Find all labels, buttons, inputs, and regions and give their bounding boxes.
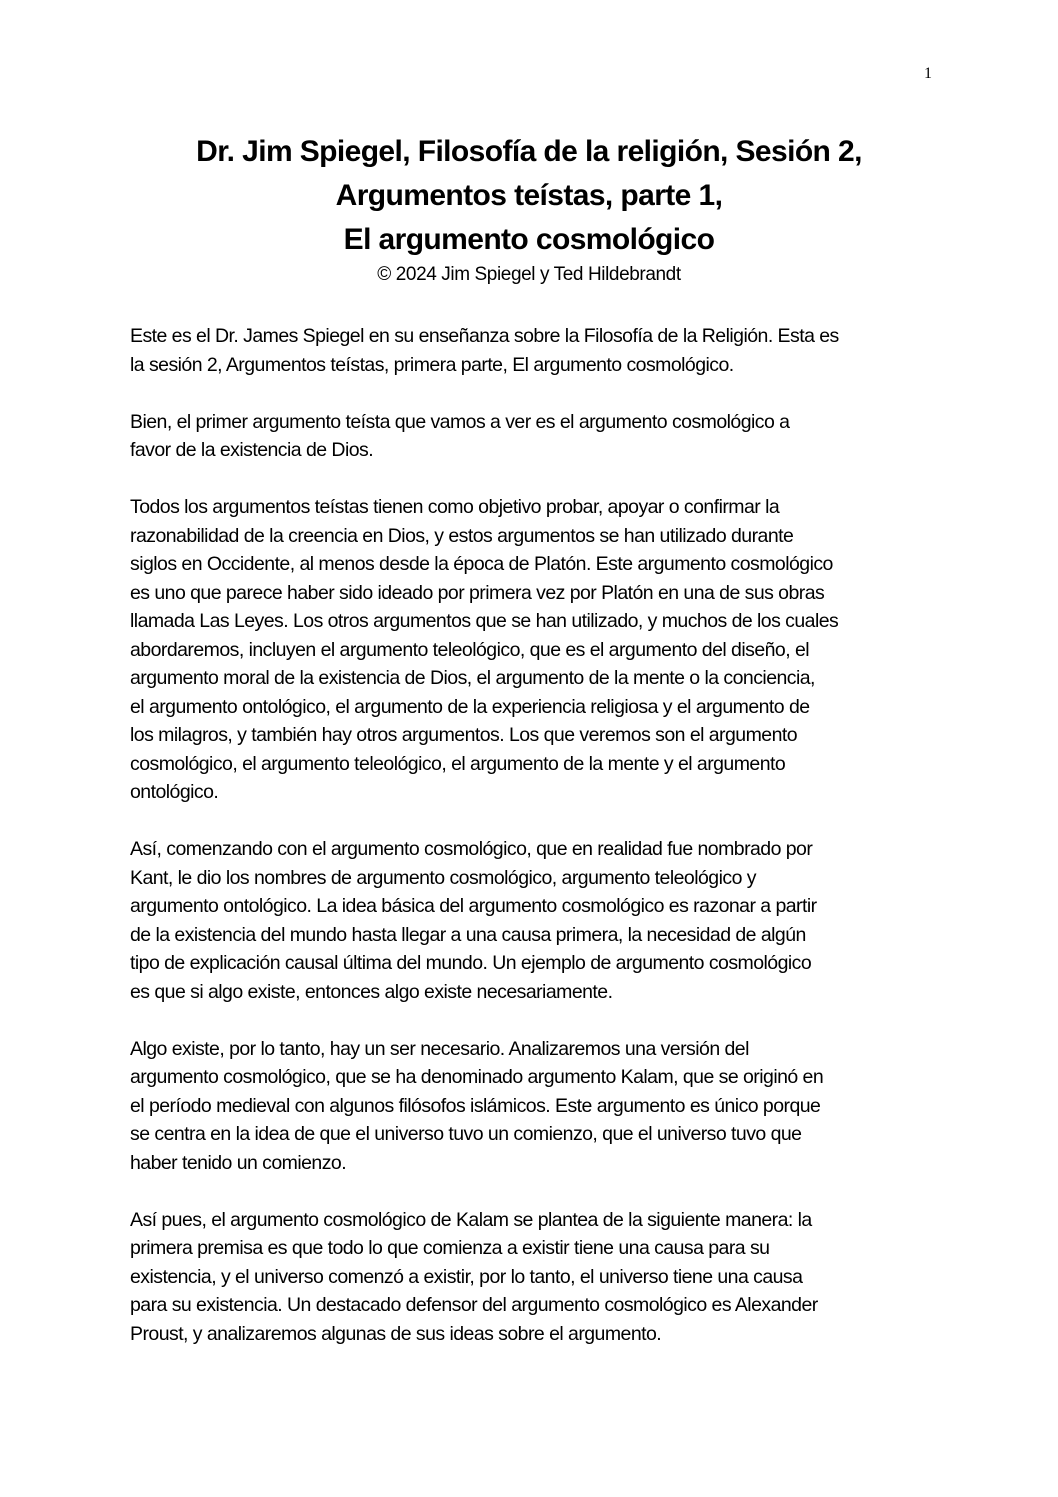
paragraph-line: Este es el Dr. James Spiegel en su enseñanza sobre la Filosofía de la Religión. Esta es: [130, 325, 839, 347]
paragraph-line: el período medieval con algunos filósofos islámicos. Este argumento es único porque: [130, 1094, 821, 1117]
paragraph-line: Así pues, el argumento cosmológico de Kalam se plantea de la siguiente manera: la: [130, 1208, 812, 1231]
paragraph-line: Bien, el primer argumento teísta que vamos a ver es el argumento cosmológico a: [130, 410, 790, 433]
paragraph-line: favor de la existencia de Dios.: [130, 439, 374, 461]
copyright-notice: © 2024 Jim Spiegel y Ted Hildebrandt: [377, 264, 681, 285]
paragraph-line: los milagros, y también hay otros argumentos. Los que veremos son el argumento: [130, 724, 798, 746]
paragraph-line: argumento cosmológico, que se ha denominado argumento Kalam, que se originó en: [130, 1066, 824, 1088]
document-header: [0, 130, 1058, 288]
paragraph-line: se centra en la idea de que el universo tuvo un comienzo, que el universo tuvo que: [130, 1123, 802, 1145]
title-line-2: Argumentos teístas, parte 1,: [335, 179, 723, 212]
document-title: [0, 130, 1058, 262]
page-number: 1: [924, 65, 932, 82]
paragraph-line: haber tenido un comienzo.: [130, 1151, 347, 1174]
paragraph-line: llamada Las Leyes. Los otros argumentos que se han utilizado, y muchos de los cuales: [130, 610, 839, 632]
paragraph-line: para su existencia. Un destacado defensor del argumento cosmológico es Alexander: [130, 1294, 818, 1316]
paragraph-line: primera premisa es que todo lo que comienza a existir tiene una causa para su: [130, 1237, 770, 1259]
paragraph-line: abordaremos, incluyen el argumento teleológico, que es el argumento del diseño, el: [130, 638, 810, 661]
paragraph-first-argument: [130, 408, 940, 465]
paragraph-line: Proust, y analizaremos algunas de sus ideas sobre el argumento.: [130, 1322, 662, 1345]
paragraph-kant-naming: [130, 835, 940, 1006]
paragraph-intro: [130, 322, 940, 379]
title-line-3: El argumento cosmológico: [343, 223, 715, 256]
paragraph-line: ontológico.: [130, 781, 219, 803]
paragraph-line: existencia, y el universo comenzó a existir, por lo tanto, el universo tiene una causa: [130, 1265, 803, 1288]
paragraph-line: es uno que parece haber sido ideado por primera vez por Platón en una de sus obras: [130, 581, 825, 604]
paragraph-line: el argumento ontológico, el argumento de la experiencia religiosa y el argumento de: [130, 695, 810, 718]
paragraph-line: Todos los argumentos teístas tienen como objetivo probar, apoyar o confirmar la: [130, 496, 780, 518]
paragraph-kalam-origin: [130, 1035, 940, 1178]
paragraph-line: razonabilidad de la creencia en Dios, y estos argumentos se han utilizado durante: [130, 524, 794, 547]
title-line-1: Dr. Jim Spiegel, Filosofía de la religión, Sesión 2,: [196, 135, 862, 168]
paragraph-line: cosmológico, el argumento teleológico, el argumento de la mente y el argumento: [130, 752, 786, 775]
paragraph-line: es que si algo existe, entonces algo existe necesariamente.: [130, 980, 613, 1003]
document-body: [130, 322, 940, 1377]
paragraph-line: argumento ontológico. La idea básica del argumento cosmológico es razonar a partir: [130, 895, 817, 917]
paragraph-line: de la existencia del mundo hasta llegar a una causa primera, la necesidad de algún: [130, 923, 806, 946]
paragraph-kalam-premises: [130, 1206, 940, 1349]
paragraph-theistic-arguments: [130, 493, 940, 807]
paragraph-line: Kant, le dio los nombres de argumento cosmológico, argumento teleológico y: [130, 866, 756, 889]
paragraph-line: argumento moral de la existencia de Dios, el argumento de la mente o la conciencia,: [130, 667, 815, 689]
paragraph-line: siglos en Occidente, al menos desde la época de Platón. Este argumento cosmológico: [130, 553, 833, 575]
paragraph-line: la sesión 2, Argumentos teístas, primera parte, El argumento cosmológico.: [130, 353, 734, 376]
paragraph-line: tipo de explicación causal última del mundo. Un ejemplo de argumento cosmológico: [130, 952, 812, 974]
paragraph-line: Así, comenzando con el argumento cosmológico, que en realidad fue nombrado por: [130, 838, 813, 860]
paragraph-line: Algo existe, por lo tanto, hay un ser necesario. Analizaremos una versión del: [130, 1037, 749, 1060]
